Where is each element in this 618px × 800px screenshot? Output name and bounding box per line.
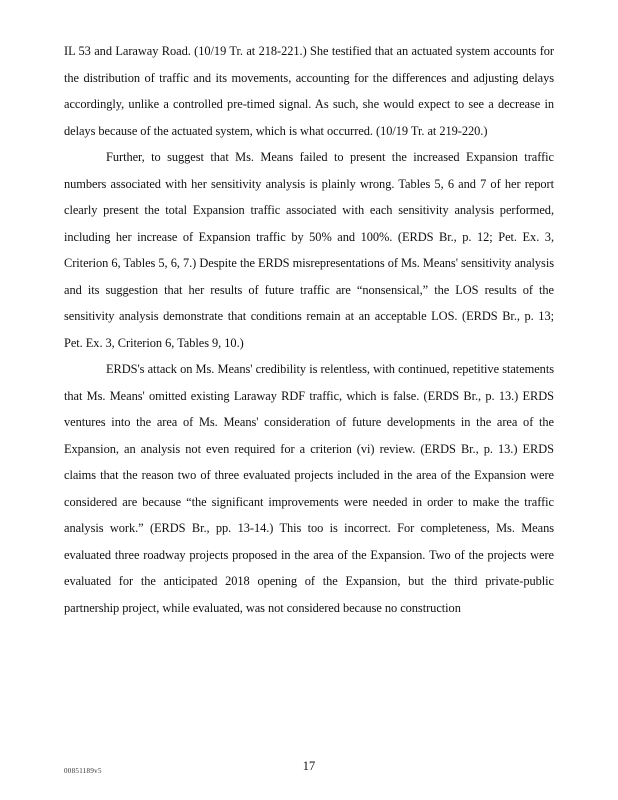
paragraph-credibility-attack: ERDS's attack on Ms. Means' credibility is relentless, with continued, repetitive statements that Ms. Means' omitted existing Laraway RDF traffic, which is false. (ERDS Br., p. 13.) ERDS ventures into the area of Ms. Means' consideration of future developments in the area of the Expansion, an analysis not even required for a criterion (vi) review. (ERDS Br., p. 13.) ERDS claims that the reason two of three evaluated projects included in the area of the Expansion were considered are because “the significant improvements were needed in order to make the traffic analysis work.” (ERDS Br., pp. 13-14.) This too is incorrect. For completeness, Ms. Means evaluated three roadway projects proposed in the area of the Expansion. Two of the projects were evaluated for the anticipated 2018 opening of the Expansion, but the third private-public partnership project, while evaluated, was not considered because no construction bbox=[64, 362, 554, 615]
document-body bbox=[64, 38, 554, 621]
paragraph-sensitivity-analysis: Further, to suggest that Ms. Means failed to present the increased Expansion traffic numbers associated with her sensitivity analysis is plainly wrong. Tables 5, 6 and 7 of her report clearly present the total Expansion traffic associated with each sensitivity analysis performed, including her increase of Expansion traffic by 50% and 100%. (ERDS Br., p. 12; Pet. Ex. 3, Criterion 6, Tables 5, 6, 7.) Despite the ERDS misrepresentations of Ms. Means' sensitivity analysis and its suggestion that her results of future traffic are “nonsensical,” the LOS results of the sensitivity analysis demonstrate that conditions remain at an acceptable LOS. (ERDS Br., p. 13; Pet. Ex. 3, Criterion 6, Tables 9, 10.) bbox=[64, 150, 554, 350]
paragraph-continued: IL 53 and Laraway Road. (10/19 Tr. at 218-221.) She testified that an actuated system accounts for the distribution of traffic and its movements, accounting for the differences and adjusting delays accordingly, unlike a controlled pre-timed signal. As such, she would expect to see a decrease in delays because of the actuated system, which is what occurred. (10/19 Tr. at 219-220.) bbox=[64, 44, 554, 138]
page-number: 17 bbox=[302, 759, 316, 773]
footer-document-id: 00851189v5 bbox=[64, 767, 102, 775]
